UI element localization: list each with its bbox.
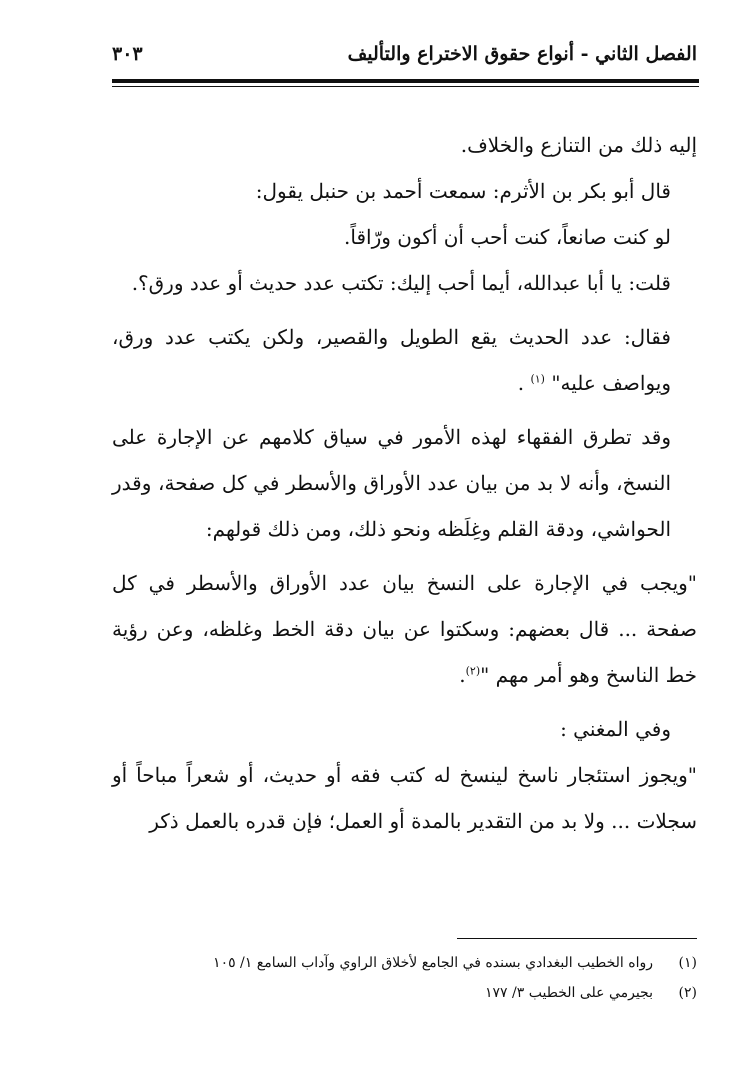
paragraph-5-text: فقال: عدد الحديث يقع الطويل والقصير، ولكن يكتب عدد ورق، ويواصف عليه"	[112, 325, 671, 395]
header-rule-thin	[112, 86, 699, 87]
paragraph-7	[112, 560, 697, 698]
paragraph-5-end: .	[517, 371, 525, 395]
footnote-rule	[457, 938, 697, 939]
footnote-1	[112, 948, 697, 978]
footnote-ref-1[interactable]: (١)	[530, 372, 545, 386]
paragraph-3: لو كنت صانعاً، كنت أحب أن أكون ورّاقاً.	[344, 225, 671, 249]
footnote-1-text: رواه الخطيب البغدادي بسنده في الجامع لأخلاق الراوي وآداب السامع ١/ ١٠٥	[213, 955, 653, 971]
paragraph-4: قلت: يا أبا عبدالله، أيما أحب إليك: تكتب عدد حديث أو عدد ورق؟.	[131, 271, 671, 295]
footnote-2-text: بجيرمي على الخطيب ٣/ ١٧٧	[485, 985, 653, 1001]
footnotes	[112, 948, 697, 1008]
running-header	[112, 32, 697, 76]
paragraph-6: وقد تطرق الفقهاء لهذه الأمور في سياق كلامهم عن الإجارة على النسخ، وأنه لا بد من بيان عدد الأوراق والأسطر في كل صفحة، وقدر الحواشي، ودقة القلم وغِلَظه ونحو ذلك، ومن ذلك قولهم:	[112, 425, 671, 541]
header-rule-thick	[112, 79, 699, 83]
footnote-ref-2[interactable]: (٢)	[465, 664, 481, 678]
paragraph-8: وفي المغني :	[560, 717, 671, 741]
body-text	[112, 122, 697, 844]
footnote-2-number: (٢)	[678, 985, 697, 1001]
footnote-1-number: (١)	[678, 955, 697, 971]
paragraph-9: "ويجوز استئجار ناسخ لينسخ له كتب فقه أو حديث، أو شعراً مباحاً أو سجلات ... ولا بد من التقدير بالمدة أو العمل؛ فإن قدره بالعمل ذكر	[112, 763, 697, 833]
paragraph-5	[112, 314, 697, 406]
paragraph-7-text: "ويجب في الإجارة على النسخ بيان عدد الأوراق والأسطر في كل صفحة ... قال بعضهم: وسكتوا عن بيان دقة الخط وغلظه، وعن رؤية خط الناسخ وهو أمر مهم "	[112, 571, 697, 687]
footnote-2	[112, 978, 697, 1008]
paragraph-2: قال أبو بكر بن الأثرم: سمعت أحمد بن حنبل يقول:	[255, 179, 671, 203]
paragraph-7-end: .	[459, 663, 466, 687]
chapter-title: الفصل الثاني - أنواع حقوق الاختراع والتأليف	[347, 43, 697, 65]
paragraph-1: إليه ذلك من التنازع والخلاف.	[460, 133, 697, 157]
page-number: ٣٠٣	[112, 43, 143, 65]
